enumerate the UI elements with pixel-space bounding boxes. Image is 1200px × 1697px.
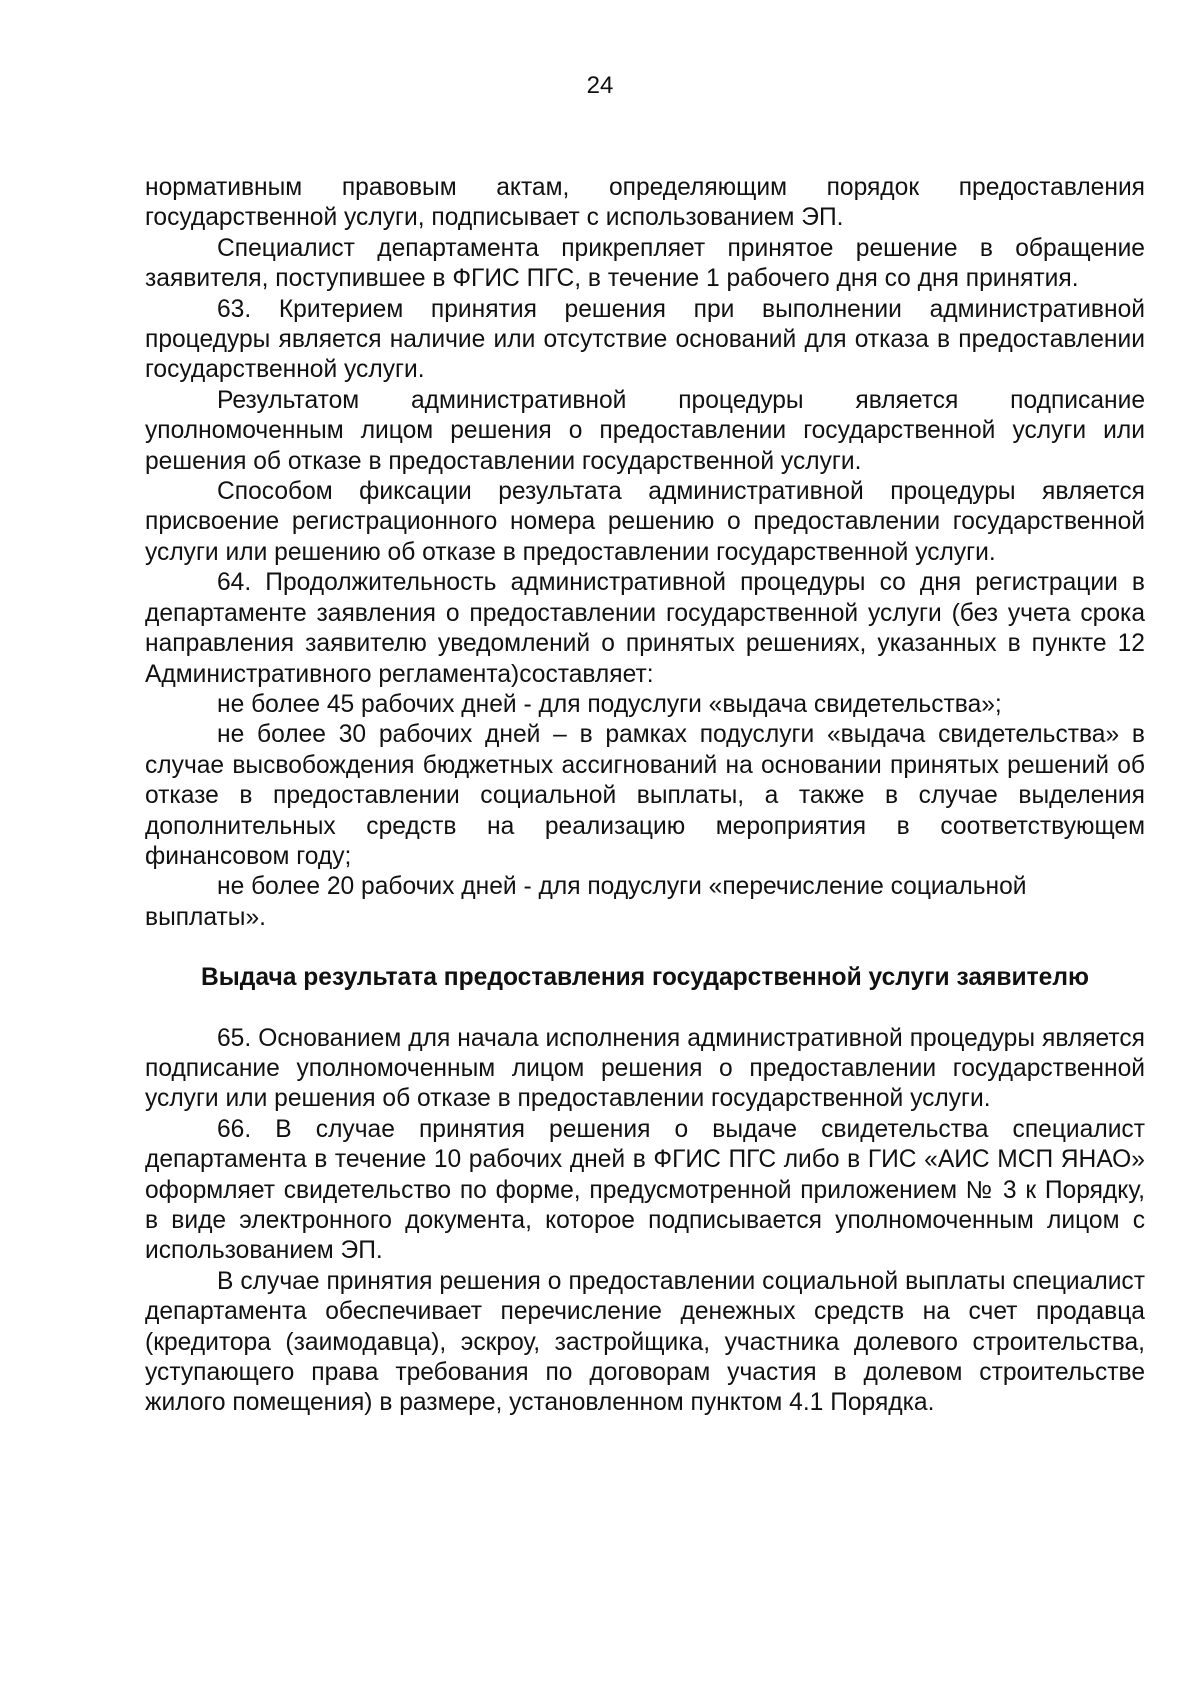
list-item: не более 30 рабочих дней – в рамках подуслуги «выдача свидетельства» в случае высвобождения бюджетных ассигнований на основании принятых решений об отказе в предоставлении социальной выплаты, а также в случае выделения дополнительных средств на реализацию мероприятия в соответствующем финансовом году; xyxy=(145,721,1145,870)
page-number: 24 xyxy=(586,72,614,99)
paragraph: Результатом административной процедуры является подписание уполномоченным лицом решения о предоставлении государственной услуги или решения об отказе в предоставлении государственной услуги. xyxy=(145,386,1145,475)
paragraph-item-66: 66. В случае принятия решения о выдаче свидетельства специалист департамента в течение 10 рабочих дней в ФГИС ПГС либо в ГИС «АИС МСП ЯНАО» оформляет свидетельство по форме, предусмотренной приложением № 3 к Порядку, в виде электронного документа, которое подписывается уполномоченным лицом с использованием ЭП. xyxy=(145,1115,1145,1265)
paragraph: Специалист департамента прикрепляет принятое решение в обращение заявителя, поступившее в ФГИС ПГС, в течение 1 рабочего дня со дня принятия. xyxy=(145,234,1145,293)
section-heading: Выдача результата предоставления государственной услуги заявителю xyxy=(201,964,1089,992)
list-item: не более 45 рабочих дней - для подуслуги «выдача свидетельства»; xyxy=(217,690,1002,718)
list-item: не более 20 рабочих дней - для подуслуги «перечисление социальной выплаты». xyxy=(145,873,1027,931)
document-body xyxy=(145,173,1145,1419)
paragraph-item-65: 65. Основанием для начала исполнения административной процедуры является подписание уполномоченным лицом решения о предоставлении государственной услуги или решения об отказе в предоставлении государственной услуги. xyxy=(145,1024,1145,1113)
paragraph: Способом фиксации результата административной процедуры является присвоение регистрационного номера решению о предоставлении государственной услуги или решению об отказе в предоставлении государственной услуги. xyxy=(145,478,1145,566)
paragraph-item-64: 64. Продолжительность административной процедуры со дня регистрации в департаменте заявления о предоставлении государственной услуги (без учета срока направления заявителю уведомлений о принятых решениях, указанных в пункте 12 Административного регламента)составляет: xyxy=(145,569,1145,688)
paragraph-item-63: 63. Критерием принятия решения при выполнении административной процедуры является наличие или отсутствие оснований для отказа в предоставлении государственной услуги. xyxy=(145,295,1145,384)
paragraph: нормативным правовым актам, определяющим порядок предоставления государственной услуги, подписывает с использованием ЭП. xyxy=(145,174,1145,232)
paragraph: В случае принятия решения о предоставлении социальной выплаты специалист департамента обеспечивает перечисление денежных средств на счет продавца (кредитора (заимодавца), эскроу, застройщика, участника долевого строительства, уступающего права требования по договорам участия в долевом строительстве жилого помещения) в размере, установленном пунктом 4.1 Порядка. xyxy=(145,1267,1145,1417)
